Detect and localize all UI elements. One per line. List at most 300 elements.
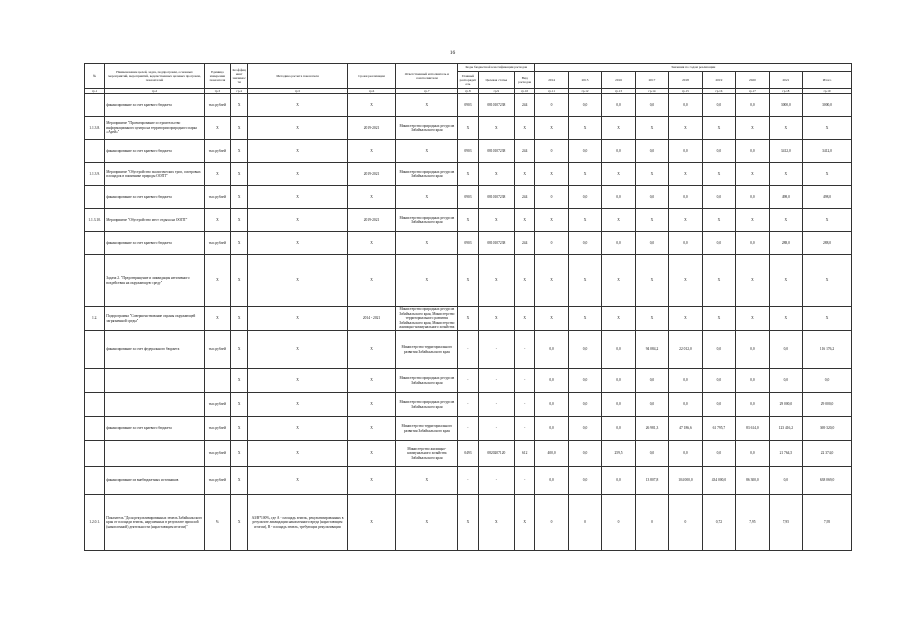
year-value-cell: 0,0 bbox=[736, 94, 769, 117]
year-value-cell: X bbox=[669, 307, 702, 331]
coefficient-cell: X bbox=[231, 495, 248, 551]
bk-target-cell: X bbox=[478, 117, 515, 140]
responsible-cell: X bbox=[396, 232, 458, 255]
header-method: Методика расчета показателя bbox=[248, 64, 347, 89]
responsible-cell: Министерство природных ресурсов Забайкальского края bbox=[396, 117, 458, 140]
header-year-2019: 2019 bbox=[702, 72, 735, 89]
bk-type-cell: - bbox=[515, 369, 535, 393]
responsible-cell: Министерство территориального развития Забайкальского края bbox=[396, 417, 458, 441]
bk-section-cell: 0903 bbox=[458, 186, 478, 209]
coefficient-cell: X bbox=[231, 417, 248, 441]
year-value-cell: 0,0 bbox=[568, 186, 601, 209]
row-number-cell bbox=[85, 94, 105, 117]
year-value-cell: 0,0 bbox=[702, 441, 735, 467]
year-value-cell: X bbox=[535, 117, 568, 140]
year-value-cell: 0 bbox=[535, 232, 568, 255]
year-value-cell: 0,0 bbox=[568, 467, 601, 495]
total-value-cell: 7,95 bbox=[803, 495, 852, 551]
row-name-cell bbox=[105, 393, 204, 417]
year-value-cell: 0 bbox=[635, 495, 668, 551]
year-value-cell: 22 012,0 bbox=[669, 331, 702, 369]
row-name-cell bbox=[105, 369, 204, 393]
bk-target-cell: - bbox=[478, 369, 515, 393]
unit-cell: тыс.рублей bbox=[204, 331, 230, 369]
bk-section-cell: 0903 bbox=[458, 232, 478, 255]
year-value-cell: X bbox=[535, 307, 568, 331]
header-years-group: Значения по годам реализации bbox=[535, 64, 852, 72]
year-value-cell: 0,0 bbox=[635, 441, 668, 467]
table-row bbox=[85, 255, 852, 307]
year-value-cell: X bbox=[535, 255, 568, 307]
year-value-cell: X bbox=[669, 117, 702, 140]
year-value-cell: X bbox=[602, 163, 635, 186]
row-name-cell: финансирование из внебюджетных источников bbox=[105, 467, 204, 495]
table-body bbox=[85, 94, 852, 551]
bk-section-cell: - bbox=[458, 369, 478, 393]
year-value-cell: 26 981,3 bbox=[635, 417, 668, 441]
year-value-cell: X bbox=[535, 209, 568, 232]
year-value-cell: 0,0 bbox=[702, 369, 735, 393]
table-row bbox=[85, 393, 852, 417]
table-row bbox=[85, 140, 852, 163]
row-number-cell bbox=[85, 417, 105, 441]
column-number-cell: гр.3 bbox=[204, 89, 230, 94]
year-value-cell: X bbox=[602, 209, 635, 232]
term-cell: X bbox=[347, 140, 396, 163]
bk-type-cell: X bbox=[515, 163, 535, 186]
year-value-cell: X bbox=[702, 209, 735, 232]
row-number-cell bbox=[85, 331, 105, 369]
year-value-cell: 0,0 bbox=[669, 393, 702, 417]
year-value-cell: 0,0 bbox=[635, 232, 668, 255]
row-name-cell: финансирование за счет краевого бюджета bbox=[105, 186, 204, 209]
total-value-cell: 116 176,2 bbox=[803, 331, 852, 369]
column-number-cell: гр.1 bbox=[85, 89, 105, 94]
method-cell: X bbox=[248, 441, 347, 467]
header-year-2014: 2014 bbox=[535, 72, 568, 89]
term-cell: X bbox=[347, 467, 396, 495]
header-responsible: Ответственный исполнитель и соисполнители bbox=[396, 64, 458, 89]
header-year-2020: 2020 bbox=[736, 72, 769, 89]
row-name-cell: финансирование за счет краевого бюджета bbox=[105, 140, 204, 163]
table-row bbox=[85, 163, 852, 186]
bk-type-cell: X bbox=[515, 209, 535, 232]
bk-type-cell: X bbox=[515, 495, 535, 551]
year-value-cell: 0,0 bbox=[568, 140, 601, 163]
row-number-cell bbox=[85, 467, 105, 495]
bk-type-cell: 612 bbox=[515, 441, 535, 467]
total-value-cell: 3412,0 bbox=[803, 140, 852, 163]
year-value-cell: X bbox=[702, 117, 735, 140]
year-value-cell: X bbox=[736, 117, 769, 140]
row-number-cell bbox=[85, 393, 105, 417]
method-cell: X bbox=[248, 369, 347, 393]
responsible-cell: Министерство жилищно-коммунального хозяйства Забайкальского края bbox=[396, 441, 458, 467]
unit-cell bbox=[204, 369, 230, 393]
unit-cell: тыс.рублей bbox=[204, 186, 230, 209]
unit-cell: тыс.рублей bbox=[204, 232, 230, 255]
table-row bbox=[85, 232, 852, 255]
year-value-cell: X bbox=[669, 163, 702, 186]
bk-section-cell: X bbox=[458, 307, 478, 331]
bk-target-cell: 0810107238 bbox=[478, 232, 515, 255]
responsible-cell: Министерство природных ресурсов Забайкальского края bbox=[396, 163, 458, 186]
header-coef: Коэффициент значимости bbox=[231, 64, 248, 89]
bk-type-cell: - bbox=[515, 417, 535, 441]
bk-type-cell: - bbox=[515, 467, 535, 495]
year-value-cell: X bbox=[635, 117, 668, 140]
bk-section-cell: X bbox=[458, 163, 478, 186]
year-value-cell: X bbox=[736, 255, 769, 307]
term-cell: 2019-2021 bbox=[347, 209, 396, 232]
row-name-cell bbox=[105, 441, 204, 467]
unit-cell: тыс.рублей bbox=[204, 140, 230, 163]
term-cell: X bbox=[347, 417, 396, 441]
program-table bbox=[84, 63, 852, 551]
coefficient-cell: X bbox=[231, 441, 248, 467]
responsible-cell: X bbox=[396, 467, 458, 495]
year-value-cell: 0,0 bbox=[535, 393, 568, 417]
bk-target-cell: X bbox=[478, 255, 515, 307]
bk-section-cell: X bbox=[458, 209, 478, 232]
column-number-cell: гр.19 bbox=[803, 89, 852, 94]
year-value-cell: 7,95 bbox=[769, 495, 802, 551]
responsible-cell: Министерство природных ресурсов Забайкальского края bbox=[396, 369, 458, 393]
year-value-cell: 0,0 bbox=[602, 369, 635, 393]
year-value-cell: X bbox=[535, 163, 568, 186]
bk-section-cell: - bbox=[458, 393, 478, 417]
header-total: Итого bbox=[803, 72, 852, 89]
bk-type-cell: X bbox=[515, 117, 535, 140]
unit-cell: тыс.рублей bbox=[204, 393, 230, 417]
table-row bbox=[85, 307, 852, 331]
year-value-cell: X bbox=[568, 117, 601, 140]
unit-cell: X bbox=[204, 163, 230, 186]
year-value-cell: 0,0 bbox=[669, 186, 702, 209]
column-number-cell: гр.14 bbox=[635, 89, 668, 94]
bk-target-cell: X bbox=[478, 209, 515, 232]
year-value-cell: 86 300,0 bbox=[736, 467, 769, 495]
row-name-cell: финансирование за счет краевого бюджета bbox=[105, 417, 204, 441]
year-value-cell: 61 795,7 bbox=[702, 417, 735, 441]
year-value-cell: X bbox=[568, 307, 601, 331]
total-value-cell: 22 374,0 bbox=[803, 441, 852, 467]
year-value-cell: X bbox=[568, 255, 601, 307]
coefficient-cell: X bbox=[231, 255, 248, 307]
bk-type-cell: 244 bbox=[515, 94, 535, 117]
row-number-cell: 1.1.3.9. bbox=[85, 163, 105, 186]
year-value-cell: 0,0 bbox=[702, 140, 735, 163]
term-cell: X bbox=[347, 369, 396, 393]
bk-section-cell: X bbox=[458, 117, 478, 140]
bk-target-cell: - bbox=[478, 393, 515, 417]
year-value-cell: X bbox=[702, 255, 735, 307]
column-number-cell: гр.18 bbox=[769, 89, 802, 94]
term-cell: X bbox=[347, 232, 396, 255]
bk-section-cell: X bbox=[458, 255, 478, 307]
year-value-cell: 7,95 bbox=[736, 495, 769, 551]
coefficient-cell: X bbox=[231, 163, 248, 186]
year-value-cell: X bbox=[635, 163, 668, 186]
method-cell: X bbox=[248, 163, 347, 186]
year-value-cell: 83 614,0 bbox=[736, 417, 769, 441]
bk-section-cell: 0903 bbox=[458, 140, 478, 163]
year-value-cell: 0 bbox=[602, 495, 635, 551]
row-name-cell: Подпрограмма "Совершенствование охраны окружающей загрязненной среды" bbox=[105, 307, 204, 331]
bk-type-cell: - bbox=[515, 393, 535, 417]
bk-type-cell: 244 bbox=[515, 140, 535, 163]
column-number-cell: гр.10 bbox=[515, 89, 535, 94]
bk-target-cell: X bbox=[478, 307, 515, 331]
unit-cell: тыс.рублей bbox=[204, 94, 230, 117]
year-value-cell: 3412,0 bbox=[769, 140, 802, 163]
year-value-cell: X bbox=[769, 209, 802, 232]
row-name-cell: Задача 2. "Предотвращение и ликвидация негативного воздействия на окружающую среду" bbox=[105, 255, 204, 307]
table-row bbox=[85, 331, 852, 369]
year-value-cell: 0,0 bbox=[602, 140, 635, 163]
year-value-cell: 0,0 bbox=[602, 393, 635, 417]
column-number-cell: гр.13 bbox=[602, 89, 635, 94]
row-name-cell: финансирование за счет краевого бюджета bbox=[105, 232, 204, 255]
method-cell: X bbox=[248, 94, 347, 117]
bk-target-cell: 0810107238 bbox=[478, 94, 515, 117]
column-number-cell: гр.6 bbox=[347, 89, 396, 94]
row-number-cell: 1.2.0.1. bbox=[85, 495, 105, 551]
bk-target-cell: X bbox=[478, 495, 515, 551]
year-value-cell: 0,0 bbox=[736, 140, 769, 163]
year-value-cell: X bbox=[568, 163, 601, 186]
bk-target-cell: X bbox=[478, 163, 515, 186]
table-row bbox=[85, 417, 852, 441]
year-value-cell: 0,0 bbox=[635, 186, 668, 209]
header-no: № bbox=[85, 64, 105, 89]
year-value-cell: 0 bbox=[535, 94, 568, 117]
responsible-cell: X bbox=[396, 140, 458, 163]
bk-section-cell: 0903 bbox=[458, 94, 478, 117]
year-value-cell: 0,0 bbox=[535, 331, 568, 369]
responsible-cell: Министерство природных ресурсов Забайкальского края bbox=[396, 393, 458, 417]
row-number-cell bbox=[85, 255, 105, 307]
row-number-cell bbox=[85, 369, 105, 393]
year-value-cell: X bbox=[635, 255, 668, 307]
term-cell: 2019-2021 bbox=[347, 117, 396, 140]
term-cell: 2019-2021 bbox=[347, 163, 396, 186]
total-value-cell: 638 069,0 bbox=[803, 467, 852, 495]
responsible-cell: Министерство природных ресурсов Забайкальского края, Министерство территориального развития Забайкальского края, Министерство жилищно-коммунального хозяйства bbox=[396, 307, 458, 331]
year-value-cell: 0,0 bbox=[669, 140, 702, 163]
table-row bbox=[85, 369, 852, 393]
coefficient-cell: X bbox=[231, 467, 248, 495]
method-cell: X bbox=[248, 140, 347, 163]
total-value-cell: X bbox=[803, 163, 852, 186]
year-value-cell: 0,0 bbox=[769, 331, 802, 369]
year-value-cell: 0,0 bbox=[769, 369, 802, 393]
page-number: 16 bbox=[449, 50, 456, 56]
unit-cell: X bbox=[204, 255, 230, 307]
total-value-cell: 498,0 bbox=[803, 186, 852, 209]
coefficient-cell: X bbox=[231, 232, 248, 255]
method-cell: X bbox=[248, 117, 347, 140]
bk-target-cell: - bbox=[478, 467, 515, 495]
year-value-cell: 0,72 bbox=[702, 495, 735, 551]
row-name-cell: Мероприятие "Проектирование и строительство информационного центра на территории природного парка «Арей»" bbox=[105, 117, 204, 140]
header-year-2017: 2017 bbox=[635, 72, 668, 89]
year-value-cell: 123 416,2 bbox=[769, 417, 802, 441]
year-value-cell: 498,0 bbox=[769, 186, 802, 209]
unit-cell: X bbox=[204, 307, 230, 331]
year-value-cell: 0,0 bbox=[568, 232, 601, 255]
table-row bbox=[85, 117, 852, 140]
year-value-cell: X bbox=[769, 307, 802, 331]
year-value-cell: X bbox=[702, 163, 735, 186]
responsible-cell: Министерство природных ресурсов Забайкальского края bbox=[396, 209, 458, 232]
method-cell: X bbox=[248, 393, 347, 417]
year-value-cell: 0,0 bbox=[736, 232, 769, 255]
year-value-cell: 434 000,0 bbox=[702, 467, 735, 495]
year-value-cell: 0,0 bbox=[702, 331, 735, 369]
year-value-cell: X bbox=[635, 307, 668, 331]
bk-target-cell: - bbox=[478, 417, 515, 441]
bk-target-cell: 0820207120 bbox=[478, 441, 515, 467]
year-value-cell: 0,0 bbox=[736, 331, 769, 369]
year-value-cell: 0,0 bbox=[702, 186, 735, 209]
year-value-cell: 0,0 bbox=[602, 417, 635, 441]
year-value-cell: 0,0 bbox=[736, 369, 769, 393]
table-header bbox=[85, 64, 852, 94]
year-value-cell: X bbox=[568, 209, 601, 232]
year-value-cell: 0,0 bbox=[568, 417, 601, 441]
bk-section-cell: 0493 bbox=[458, 441, 478, 467]
column-number-cell: гр.2 bbox=[105, 89, 204, 94]
header-term: Сроки реализации bbox=[347, 64, 396, 89]
header-name: Наименование целей, задач, подпрограмм, основных мероприятий, мероприятий, ведомственных целевых программ, показателей bbox=[105, 64, 204, 89]
table-row bbox=[85, 94, 852, 117]
year-value-cell: 0,0 bbox=[736, 441, 769, 467]
year-value-cell: 0 bbox=[535, 495, 568, 551]
total-value-cell: 29 000,0 bbox=[803, 393, 852, 417]
year-value-cell: 21 764,5 bbox=[769, 441, 802, 467]
total-value-cell: 0,0 bbox=[803, 369, 852, 393]
header-year-2016: 2016 bbox=[602, 72, 635, 89]
year-value-cell: 0,0 bbox=[669, 369, 702, 393]
unit-cell: X bbox=[204, 117, 230, 140]
year-value-cell: 0 bbox=[535, 140, 568, 163]
total-value-cell: X bbox=[803, 307, 852, 331]
bk-section-cell: X bbox=[458, 495, 478, 551]
unit-cell: тыс.рублей bbox=[204, 441, 230, 467]
year-value-cell: 0,0 bbox=[669, 441, 702, 467]
year-value-cell: X bbox=[635, 209, 668, 232]
year-value-cell: 47 186,6 bbox=[669, 417, 702, 441]
term-cell: 2014 - 2021 bbox=[347, 307, 396, 331]
unit-cell: тыс.рублей bbox=[204, 467, 230, 495]
table-row bbox=[85, 209, 852, 232]
year-value-cell: 0,0 bbox=[635, 393, 668, 417]
bk-target-cell: 0810107238 bbox=[478, 186, 515, 209]
table-row bbox=[85, 495, 852, 551]
header-year-2015: 2015 bbox=[568, 72, 601, 89]
bk-type-cell: - bbox=[515, 331, 535, 369]
row-name-cell: Мероприятие "Обустройство мест отдыха на ООПТ" bbox=[105, 209, 204, 232]
responsible-cell: X bbox=[396, 495, 458, 551]
year-value-cell: 0,0 bbox=[635, 369, 668, 393]
year-value-cell: X bbox=[669, 255, 702, 307]
year-value-cell: 0,0 bbox=[568, 369, 601, 393]
year-value-cell: 288,0 bbox=[769, 232, 802, 255]
year-value-cell: 0,0 bbox=[669, 94, 702, 117]
table-row bbox=[85, 186, 852, 209]
year-value-cell: 0,0 bbox=[568, 94, 601, 117]
coefficient-cell: X bbox=[231, 186, 248, 209]
year-value-cell: 0,0 bbox=[702, 393, 735, 417]
year-value-cell: 0 bbox=[535, 186, 568, 209]
row-number-cell bbox=[85, 441, 105, 467]
year-value-cell: 0,0 bbox=[568, 393, 601, 417]
method-cell: X bbox=[248, 467, 347, 495]
responsible-cell: X bbox=[396, 255, 458, 307]
year-value-cell: 0,0 bbox=[769, 467, 802, 495]
bk-target-cell: 0810107238 bbox=[478, 140, 515, 163]
method-cell: X bbox=[248, 232, 347, 255]
coefficient-cell: X bbox=[231, 307, 248, 331]
year-value-cell: 400,0 bbox=[535, 441, 568, 467]
year-value-cell: X bbox=[736, 209, 769, 232]
row-number-cell bbox=[85, 186, 105, 209]
row-name-cell: финансирование за счет краевого бюджета bbox=[105, 94, 204, 117]
row-number-cell: 1.1.3.10. bbox=[85, 209, 105, 232]
method-cell: X bbox=[248, 331, 347, 369]
responsible-cell: Министерство территориального развития Забайкальского края bbox=[396, 331, 458, 369]
coefficient-cell: X bbox=[231, 331, 248, 369]
year-value-cell: 0,0 bbox=[568, 441, 601, 467]
responsible-cell: X bbox=[396, 186, 458, 209]
row-name-cell: Показатель "Доля рекультивированных земель Забайкальского края от площади земель, нарушенных в результате прошлой (накопленной) деятельности (нарастающим итогом)" bbox=[105, 495, 204, 551]
header-bk-target: Целевая статья bbox=[478, 72, 515, 89]
table-row bbox=[85, 441, 852, 467]
header-year-2021: 2021 bbox=[769, 72, 802, 89]
year-value-cell: 0,0 bbox=[602, 186, 635, 209]
method-cell: X bbox=[248, 255, 347, 307]
bk-target-cell: - bbox=[478, 331, 515, 369]
bk-type-cell: X bbox=[515, 255, 535, 307]
column-number-cell: гр.11 bbox=[535, 89, 568, 94]
year-value-cell: X bbox=[669, 209, 702, 232]
column-number-cell: гр.8 bbox=[458, 89, 478, 94]
coefficient-cell: X bbox=[231, 209, 248, 232]
year-value-cell: 0,0 bbox=[669, 232, 702, 255]
year-value-cell: X bbox=[602, 255, 635, 307]
method-cell: X bbox=[248, 186, 347, 209]
bk-type-cell: 244 bbox=[515, 232, 535, 255]
term-cell: X bbox=[347, 94, 396, 117]
column-number-cell: гр.16 bbox=[702, 89, 735, 94]
header-bk-section: Главный распорядитель bbox=[458, 72, 478, 89]
row-number-cell bbox=[85, 140, 105, 163]
year-value-cell: 3000,0 bbox=[769, 94, 802, 117]
bk-section-cell: - bbox=[458, 331, 478, 369]
year-value-cell: 0,0 bbox=[635, 140, 668, 163]
unit-cell: % bbox=[204, 495, 230, 551]
year-value-cell: 0,0 bbox=[535, 417, 568, 441]
year-value-cell: X bbox=[769, 117, 802, 140]
term-cell: X bbox=[347, 495, 396, 551]
method-cell: X bbox=[248, 307, 347, 331]
coefficient-cell: X bbox=[231, 117, 248, 140]
year-value-cell: 104 000,0 bbox=[669, 467, 702, 495]
year-value-cell: 0,0 bbox=[535, 369, 568, 393]
term-cell: X bbox=[347, 331, 396, 369]
year-value-cell: 0 bbox=[568, 495, 601, 551]
